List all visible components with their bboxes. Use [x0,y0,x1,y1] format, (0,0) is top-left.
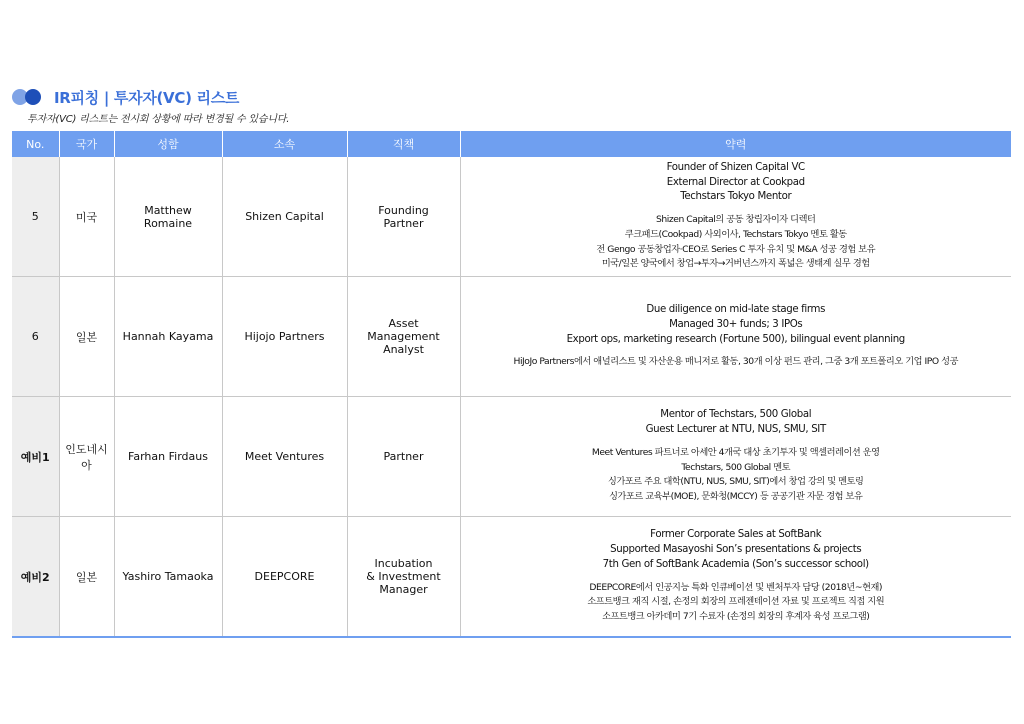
career-line: 미국/일본 양국에서 창업→투자→거버넌스까지 폭넓은 생태계 실무 경험 [601,258,870,270]
career-line: Former Corporate Sales at SoftBank [650,529,822,541]
career-line: Guest Lecturer at NTU, NUS, SMU, SIT [645,424,826,436]
career-line: Mentor of Techstars, 500 Global [660,409,812,421]
position-title: Founding Partner [347,157,460,277]
career-line: 싱가포르 교육부(MOE), 문화청(MCCY) 등 공공기관 자문 경험 보유 [609,490,863,502]
career-line: 소프트뱅크 재직 시절, 손정의 회장의 프레젠테이션 자료 및 프로젝트 직접 지원 [587,596,885,608]
table-header-row [12,131,1011,157]
career-line: Export ops, marketing research (Fortune 500), bilingual event planning [566,333,905,345]
career-cell [460,157,1011,277]
company-name: Hijojo Partners [222,277,347,397]
career-line: Meet Ventures 파트너로 아세안 4개국 대상 초기투자 및 액셀러레이션 운영 [591,446,880,458]
investor-name: Matthew Romaine [114,157,222,277]
column-header-name: 성함 [114,131,222,157]
career-cell [460,517,1011,638]
career-line: 싱가포르 주요 대학(NTU, NUS, SMU, SIT)에서 창업 강의 및 멘토링 [608,476,864,488]
table-row [12,277,1011,397]
career-line: DEEPCORE에서 인공지능 특화 인큐베이션 및 벤처투자 담당 (2018년~현재) [589,581,883,593]
career-line: 소프트뱅크 아카데미 7기 수료자 (손정의 회장의 후계자 육성 프로그램) [602,610,870,622]
vc-list-table [12,131,1011,638]
career-line: Founder of Shizen Capital VC [666,162,805,174]
table-row [12,397,1011,517]
investor-name: Farhan Firdaus [114,397,222,517]
career-cell [460,277,1011,397]
company-name: Shizen Capital [222,157,347,277]
position-title: Incubation & Investment Manager [347,517,460,638]
career-line: 전 Gengo 공동창업자·CEO로 Series C 투자 유치 및 M&A 성공 경험 보유 [596,243,876,255]
company-name: DEEPCORE [222,517,347,638]
position-title: Partner [347,397,460,517]
career-line: 7th Gen of SoftBank Academia (Son’s successor school) [602,558,869,570]
row-number: 예비2 [12,517,59,638]
row-number: 6 [12,277,59,397]
career-line: Due diligence on mid-late stage firms [646,304,826,316]
column-header-position: 직책 [347,131,460,157]
career-line: 쿠크패드(Cookpad) 사외이사, Techstars Tokyo 멘토 활동 [624,228,847,240]
country-cell: 미국 [59,157,114,277]
row-number: 예비1 [12,397,59,517]
column-header-career: 약력 [460,131,1011,157]
table-row [12,517,1011,638]
career-cell [460,397,1011,517]
row-number: 5 [12,157,59,277]
country-cell: 일본 [59,277,114,397]
career-line: Shizen Capital의 공동 창립자이자 디렉터 [656,214,816,226]
country-cell: 인도네시아 [59,397,114,517]
career-line: HiJoJo Partners에서 애널리스트 및 자산운용 매니저로 활동, 30개 이상 펀드 관리, 그중 3개 포트폴리오 기업 IPO 성공 [513,356,958,368]
column-header-no: No. [12,131,59,157]
career-line: External Director at Cookpad [666,176,805,188]
bullet-dots-icon [12,88,46,106]
career-line: Supported Masayoshi Son’s presentations & projects [610,544,862,556]
career-line: Managed 30+ funds; 3 IPOs [669,318,803,330]
page-title: IR피칭 | 투자자(VC) 리스트 [54,88,240,107]
page-subtitle: 투자자(VC) 리스트는 전시회 상황에 따라 변경될 수 있습니다. [27,114,290,125]
page-header [12,86,239,108]
table-row [12,157,1011,277]
column-header-country: 국가 [59,131,114,157]
country-cell: 일본 [59,517,114,638]
company-name: Meet Ventures [222,397,347,517]
investor-name: Hannah Kayama [114,277,222,397]
career-line: Techstars, 500 Global 멘토 [681,461,791,473]
position-title: Asset Management Analyst [347,277,460,397]
career-line: Techstars Tokyo Mentor [680,191,792,203]
column-header-company: 소속 [222,131,347,157]
investor-name: Yashiro Tamaoka [114,517,222,638]
